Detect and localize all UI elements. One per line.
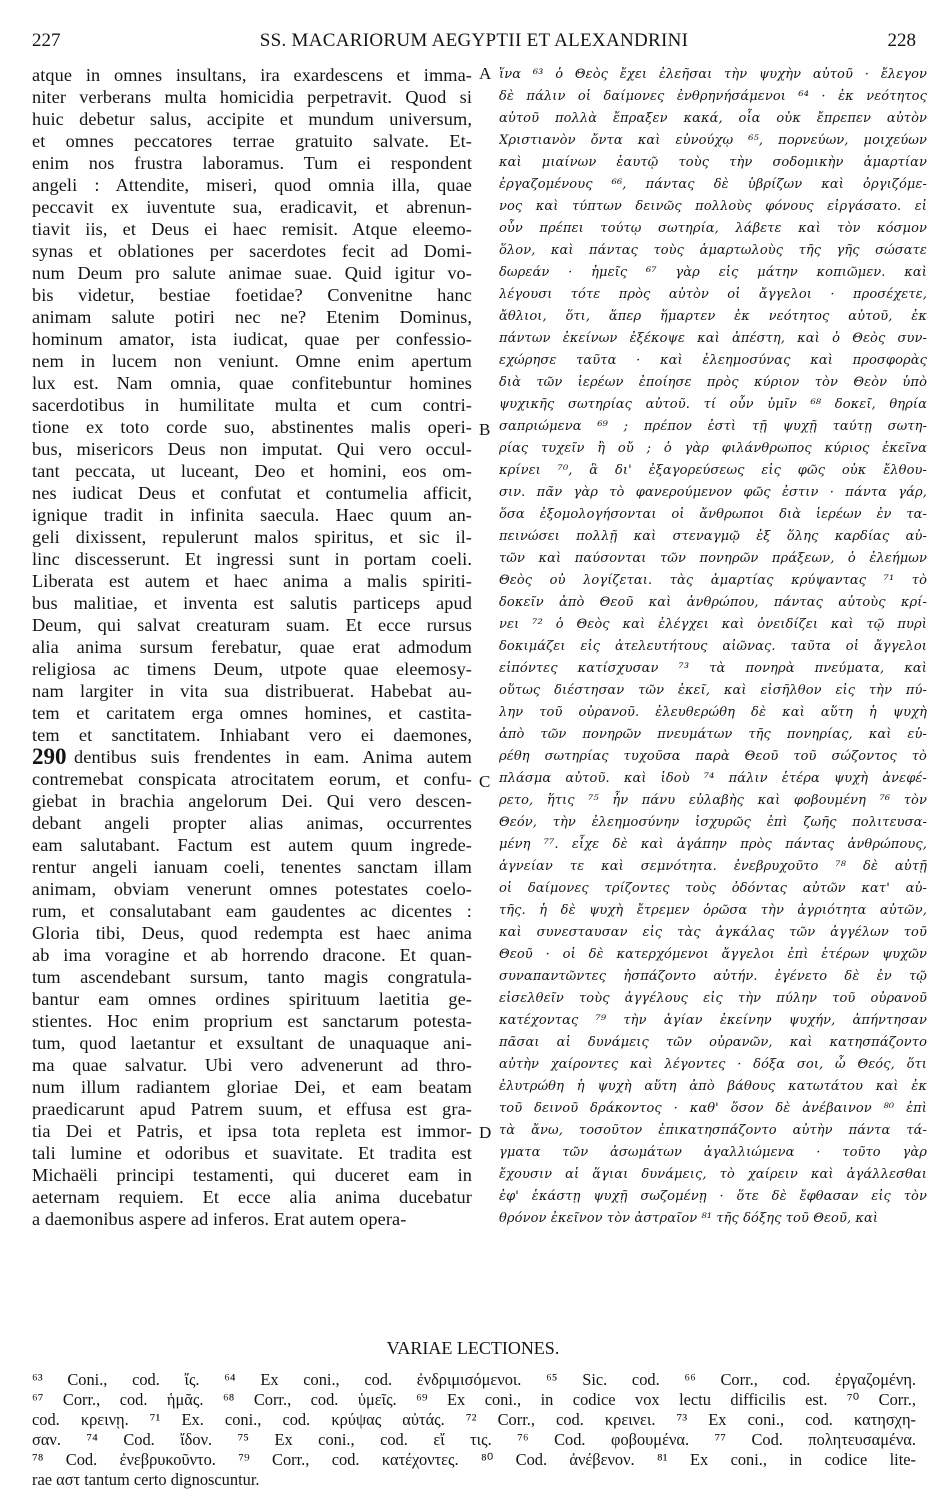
latin-line: ab ima voragine et ab horrendo dracone. Et quan- [32,945,472,965]
latin-line: bantur eam omnes ordines spirituum laetitia ge- [32,989,472,1009]
greek-line: συναπαντῶντες ἠσπάζοντο αὐτήν. ἐγένετο δὲ ἐν τῷ [499,969,927,984]
latin-line: bis videtur, bestiae foetidae? Convenitne hanc [32,285,472,305]
greek-line: ἐλυτρώθη ἡ ψυχὴ αὕτη ἀπὸ βάθους κατωτάτου καὶ ἐκ [499,1079,927,1094]
latin-line: num Deum pro salute animae suae. Quid igitur vo- [32,263,472,283]
latin-line: ma quae salvatur. Ubi vero advenerunt ad thro- [32,1055,472,1075]
latin-line: ignique tradit in infinita saecula. Haec quum an- [32,505,472,525]
variant-line: rae αστ tantum certo dignoscuntur. [32,1470,260,1489]
latin-line: atque in omnes insultans, ira exardescens et imma- [32,65,472,85]
page-number-left: 227 [32,30,61,51]
greek-line: ὅσα ἐξομολογήσονται οἱ ἄνθρωποι διὰ ἱερέων ἐν τα- [499,507,927,522]
greek-line: οὕτως διέστησαν τῶν ἐκεῖ, καὶ εἰσῆλθον εἰς τὴν πύ- [499,683,927,698]
latin-line: bus, misericors Deus non imputat. Qui vero occul- [32,439,472,459]
latin-line: contremebat conspicata atrocitatem eorum, et confu- [32,769,472,789]
greek-line: καὶ μιαίνων ἑαυτῷ τοὺς τὴν σοδομικὴν ἁμαρτίαν [499,155,927,170]
greek-line: δοκεῖν ἀπὸ Θεοῦ καὶ ἀνθρώπου, πάντας αὐτοὺς κρί- [499,595,927,610]
greek-line: σαπριώμενα ⁶⁹ ; πρέπον ἐστὶ τῇ ψυχῇ ταύτῃ σωτη- [499,419,927,434]
margin-letter: D [479,1123,492,1142]
greek-line: πεινώσει πολλῇ καὶ στεναγμῷ ἐξ ὅλης καρδίας αὐ- [499,529,927,544]
greek-line: Χριστιανὸν ὄντα καὶ εὐνούχῳ ⁶⁵, πορνεύων, μοιχεύων [499,133,927,148]
greek-line: κατέχοντας ⁷⁹ τὴν ἁγίαν ἐκείνην ψυχήν, ἀπήντησαν [499,1013,927,1028]
latin-line: Michaëli principi testamenti, qui duceret eam in [32,1165,472,1185]
greek-line: Θεοῦ · οἱ δὲ κατερχόμενοι ἄγγελοι ἐπὶ ἑτέρων ψυχῶν [499,947,927,962]
greek-line: ἀπὸ τῶν πονηρῶν πνευμάτων τῆς πονηρίας, καὶ εὑ- [499,727,927,742]
greek-line: ψυχικῆς σωτηρίας αὐτοῦ. τί οὖν ὑμῖν ⁶⁸ δοκεῖ, θηρία [499,397,927,412]
variant-line: ⁶³ Coni., cod. ἴς. ⁶⁴ Ex coni., cod. ἐνδριμισόμενοι. ⁶⁵ Sic. cod. ⁶⁶ Corr., cod. ἐργαζομένη. [32,1370,916,1389]
greek-line: Θεὸς οὐ λογίζεται. τὰς ἁμαρτίας κρύψαντας ⁷¹ τὸ [499,573,927,588]
latin-line: tione ex toto corde suo, abstinentes malis operi- [32,417,472,437]
latin-line: et omnes peccatores terrae gratuito salvate. Et- [32,131,472,151]
latin-line: a daemonibus aspere ad inferos. Erat autem opera- [32,1209,407,1229]
greek-line: σιν. πᾶν γὰρ τὸ φανερούμενον φῶς ἐστιν · πάντα γάρ, [499,485,927,500]
variant-line: cod. κρεινῃ. ⁷¹ Ex. coni., cod. κρύψας αὐτάς. ⁷² Corr., cod. κρεινει. ⁷³ Ex coni., cod. κατησχη- [32,1410,916,1429]
latin-line: animam, obviam venerunt omnes potestates coelo- [32,879,472,899]
greek-line: πλάσμα αὐτοῦ. καὶ ἰδοὺ ⁷⁴ πάλιν ἑτέρα ψυχὴ ἀνεφέ- [499,771,927,786]
latin-line: rentur angeli ianuam coeli, tenentes sanctam illam [32,857,472,877]
latin-line: aeternam requiem. Et ecce alia anima ducebatur [32,1187,472,1207]
latin-line: rum, et consalutabant eam gaudentes ac dicentes : [32,901,472,921]
greek-line: οἱ δαίμονες τρίζοντες τοὺς ὀδόντας αὐτῶν κατ' αὐ- [499,881,927,896]
latin-line: tem et sanctitatem. Inhiabant vero ei daemones, [32,725,472,745]
latin-line: dentibus suis frendentes in eam. Anima autem [74,747,472,767]
greek-line: αὐτὴν χαίροντες καὶ λέγοντες · δόξα σοι, ὦ Θεός, ὅτι [499,1057,927,1072]
latin-line: nes iudicat Deus et confutat et contumelia afficit, [32,483,472,503]
latin-line: praedicarunt apud Patrem suum, et effusa est gra- [32,1099,472,1119]
greek-line: καὶ συνεσταυσαν εἰς τὰς ἀγκάλας τῶν ἀγγέλων τοῦ [499,925,927,940]
latin-line: animam salute potiri nec ne? Etenim Dominus, [32,307,472,327]
greek-line: πᾶσαι αἱ δυνάμεις τῶν οὐρανῶν, καὶ κατησπάζοντο [499,1035,927,1050]
latin-line: alia anima sursum ferebatur, quae erat admodum [32,637,472,657]
greek-line: λέγουσι τότε πρὸς αὐτὸν οἱ ἄγγελοι · προσέχετε, [499,287,927,302]
greek-line: ρίας τυχεῖν ἢ οὔ ; ὁ γὰρ φιλάνθρωπος κύριος ἐκεῖνα [499,441,927,456]
greek-line: ἁγνείαν τε καὶ σεμνότητα. ἐνεβρυχοῦτο ⁷⁸ δὲ αὐτῇ [499,859,927,874]
latin-line: niter verberans multa homicidia perpetravit. Quod si [32,87,472,107]
greek-line: ἐργαζομένους ⁶⁶, πάντας δὲ ὑβρίζων καὶ ὀργιζόμε- [499,177,927,192]
greek-line: τοῦ δεινοῦ δράκοντος · καθ' ὅσον δὲ ἀνέβαινον ⁸⁰ ἐπὶ [499,1101,927,1116]
greek-line: εἰσελθεῖν τοὺς ἀγγέλους εἰς τὴν πύλην τοῦ οὐρανοῦ [499,991,927,1006]
greek-line: λην τοῦ οὐρανοῦ. ἐλευθερώθη δὲ καὶ αὕτη ἡ ψυχὴ [499,705,927,720]
latin-line: lux est. Nam omnia, quae confitebuntur homines [32,373,472,393]
latin-line: nam largiter in vita sua distribuerat. Habebat au- [32,681,472,701]
latin-line: tiavit iis, et Deus ei haec remisit. Atque eleemo- [32,219,472,239]
margin-letter: B [479,420,491,439]
variant-line: ⁷⁸ Cod. ἐνεβρυκοῦντο. ⁷⁹ Corr., cod. κατέχοντες. ⁸⁰ Cod. ἀνέβενον. ⁸¹ Ex coni., in codice lite- [32,1450,916,1469]
greek-line: δὲ πάλιν οἱ δαίμονες ἐνθρηνήσάμενοι ⁶⁴ · ἐκ νεότητος [499,89,927,104]
latin-line: Gloria tibi, Deus, quod redempta est haec anima [32,923,472,943]
latin-line: Deum, qui salvat creaturam suam. Et ecce rursus [32,615,472,635]
latin-line: nem in lucem non veniunt. Omne enim apertum [32,351,472,371]
greek-line: γματα τῶν ἀσωμάτων ἀγαλλιώμενα · τοῦτο γὰρ [499,1145,927,1160]
greek-line: τῶν καὶ παύσονται τῶν πονηρῶν πράξεων, ὁ ἐλεήμων [499,551,927,566]
greek-line: οὖν πρέπει τούτῳ σωτηρία, λάβετε καὶ τὸν κόσμον [499,221,927,236]
greek-line: κρίνει ⁷⁰, ἃ δι' ἐξαγορεύσεως εἰς φῶς οὐκ ἔλθου- [499,463,927,478]
greek-line: θρόνον ἐκεῖνον τὸν ἀστραῖον ⁸¹ τῆς δόξης τοῦ Θεοῦ, καὶ [499,1211,879,1226]
running-header [32,30,916,56]
latin-line: sacerdotibus in humilitate multa et cum contri- [32,395,472,415]
latin-line: bus malitiae, et inventa est salutis particeps apud [32,593,472,613]
greek-line: διὰ τῶν ἱερέων ἐποίησε πρὸς κύριον τὸν Θεὸν ὑπὸ [499,375,927,390]
latin-line: tem et caritatem erga omnes homines, et castita- [32,703,472,723]
greek-line: νει ⁷² ὁ Θεὸς καὶ ἐλέγχει καὶ ὀνειδίζει καὶ τῷ πυρὶ [499,617,927,632]
greek-line: εἰπόντες κατίσχυσαν ⁷³ τὰ πονηρὰ πνεύματα, καὶ [499,661,927,676]
latin-line: tia Dei et Patris, et ipsa tota repleta est immor- [32,1121,472,1141]
page-number-right: 228 [887,30,916,51]
latin-line: eam salutabant. Factum est autem quum ingrede- [32,835,472,855]
margin-letter: A [479,64,492,83]
greek-line: εχώρησε ταῦτα · καὶ ἐλεημοσύνας καὶ προσφορὰς [499,353,927,368]
greek-line: ἐφ' ἑκάστῃ ψυχῇ σωζομένῃ · ὅτε δὲ ἔφθασαν εἰς τὸν [499,1189,927,1204]
greek-line: ἔχουσιν αἱ ἅγιαι δυνάμεις, τὸ χαίρειν καὶ ἀγάλλεσθαι [499,1167,927,1182]
greek-line: ὅλον, καὶ πάντας τοὺς ἁμαρτωλοὺς τῆς γῆς σώσατε [499,243,927,258]
greek-line: ρετο, ἥτις ⁷⁵ ἦν πάνυ εὐλαβὴς καὶ φοβουμένη ⁷⁶ τὸν [499,793,927,808]
margin-letter: C [479,772,491,791]
latin-line: debant angeli propter alias animas, occurrentes [32,813,472,833]
greek-line: Θεόν, τὴν ἐλεημοσύνην ἰσχυρῶς ἐπὶ ζωῆς πολιτευσα- [499,815,927,830]
latin-line: num illum radiantem gloriae Dei, et eam beatam [32,1077,472,1097]
greek-line: τὰ ἄνω, τοσοῦτον ἐπικατησπάζοντο αὐτὴν πάντα τά- [499,1123,927,1138]
latin-line: religiosa ac timens Deum, utpote quae eleemosy- [32,659,472,679]
latin-line: peccavit ex iuventute sua, eradicavit, et abrenun- [32,197,472,217]
latin-line: geli dixissent, repulerunt malos spiritus, et sic il- [32,527,472,547]
greek-line: ἄθλιοι, ὅτι, ἅπερ ἥμαρτεν ἐκ νεότητος αὐτοῦ, ἐκ [499,309,927,324]
latin-line: tali lumine et odoribus et suavitate. Et tradita est [32,1143,472,1163]
running-title: SS. MACARIORUM AEGYPTII ET ALEXANDRINI [259,30,689,51]
latin-line: linc discesserunt. Et ingressi sunt in portam coeli. [32,549,472,569]
greek-line: ρέθη σωτηρίας τυχοῦσα παρὰ Θεοῦ τοῦ σώζοντος τὸ [499,749,927,764]
latin-line: tum ascendebant sursum, tanto magis congratula- [32,967,472,987]
latin-line: giebat in brachia angelorum Dei. Qui vero descen- [32,791,472,811]
variants-heading: VARIAE LECTIONES. [386,1338,560,1358]
greek-line: πάντων ἐκείνων ἐξέκοψε καὶ ἀπέστη, καὶ ὁ Θεὸς συν- [499,331,927,346]
greek-line: τῆς. ἡ δὲ ψυχὴ ἔτρεμεν ὁρῶσα τὴν ἀγριότητα αὐτῶν, [499,903,927,918]
greek-line: δωρεάν · ἡμεῖς ⁶⁷ γὰρ εἰς μάτην κοπιῶμεν. καὶ [499,265,927,280]
latin-line: enim nos frustra laboramus. Tum ei respondent [32,153,472,173]
greek-line: νος καὶ τύπτων δεινῶς πολλοὺς φόνους εἰργάσατο. εἰ [499,199,927,214]
greek-line: αὐτοῦ πολλὰ ἔπραξεν κακά, οἷα οὐκ ἔπρεπεν αὐτὸν [499,111,927,126]
variant-line: σαν. ⁷⁴ Cod. ἴδον. ⁷⁵ Ex coni., cod. εἴ τις. ⁷⁶ Cod. φοβουμένα. ⁷⁷ Cod. πολητευσαμένα. [32,1430,916,1449]
variant-line: ⁶⁷ Corr., cod. ἡμᾶς. ⁶⁸ Corr., cod. ὑμεῖς. ⁶⁹ Ex coni., in codice vox lectu difficilis est. ⁷⁰ Corr., [32,1390,916,1409]
latin-line: Liberata est autem et haec anima a malis spiriti- [32,571,472,591]
greek-line: δοκιμάζει εἰς ἀτελευτήτους αἰῶνας. ταῦτα οἱ ἄγγελοι [499,639,927,654]
latin-line: tum, quod laetantur et exsultant de unaquaque ani- [32,1033,472,1053]
latin-line: hominum amator, ista iudicat, quae per confessio- [32,329,472,349]
latin-line: stientes. Hoc enim proprium est sanctarum potesta- [32,1011,472,1031]
latin-line: synas et oblationes per sacerdotes fecit ad Domi- [32,241,472,261]
margin-number: 290 [32,744,67,769]
latin-line: tant peccata, ut luceant, Deo et homini, eos om- [32,461,472,481]
latin-line: angeli : Attendite, miseri, quod omnia illa, quae [32,175,472,195]
greek-line: ἵνα ⁶³ ὁ Θεὸς ἔχει ἐλεῆσαι τὴν ψυχὴν αὐτοῦ · ἔλεγον [499,67,927,82]
latin-line: huic debetur salus, accipite et mundum universum, [32,109,472,129]
greek-line: μένη ⁷⁷. εἶχε δὲ καὶ ἀγάπην πρὸς πάντας ἀνθρώπους, [499,837,927,852]
